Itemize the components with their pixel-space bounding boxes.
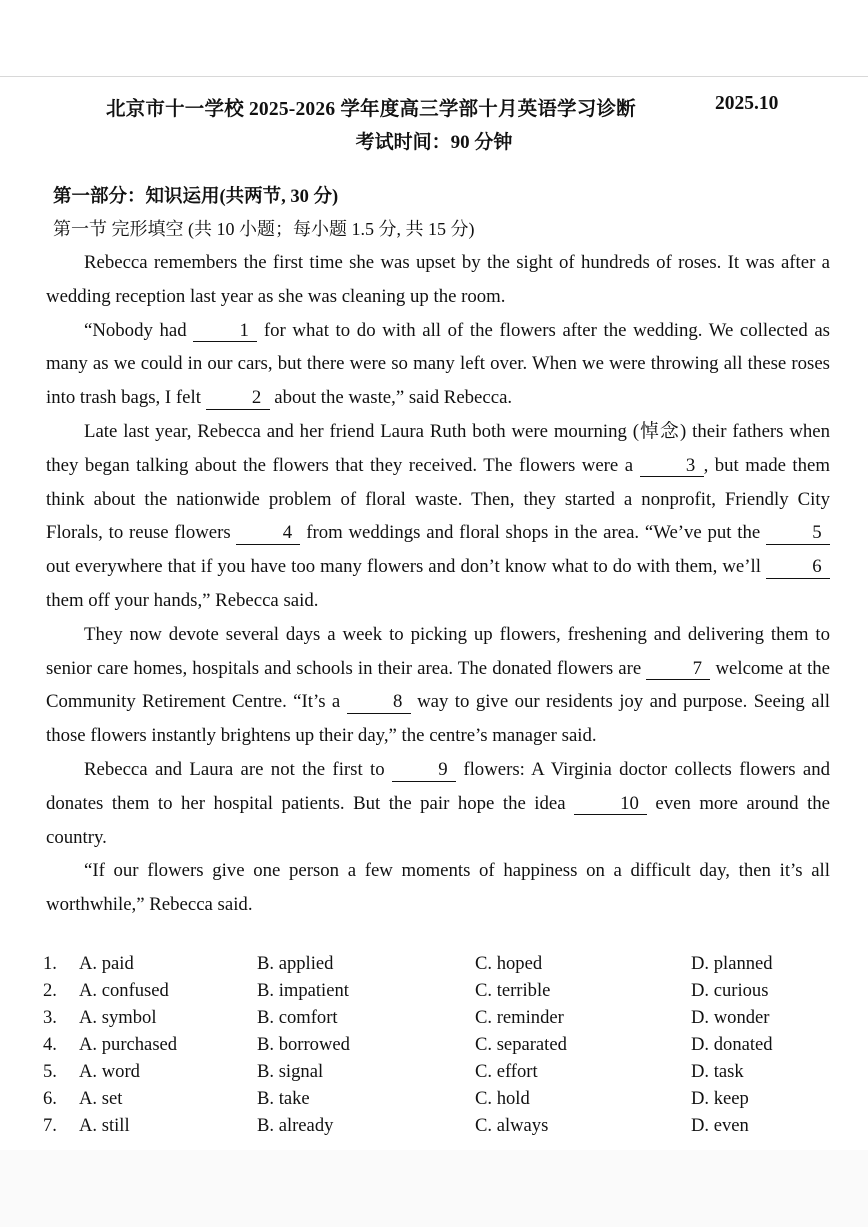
blank-5: 5 xyxy=(766,523,830,545)
option-row xyxy=(43,1007,843,1034)
paragraph-5 xyxy=(46,753,830,854)
option-row xyxy=(43,1115,843,1142)
passage-text: , but made them think about the nationwide problem of floral waste. Then, they started a nonprofit, Friendly City Florals, to reuse flowers xyxy=(46,454,830,544)
option-a: A. paid xyxy=(79,953,134,974)
passage-text: They now devote several days a week to picking up flowers, freshening and delivering them to senior care homes, hospitals and schools in their area. The donated flowers are xyxy=(46,623,830,679)
option-b: B. applied xyxy=(257,953,334,974)
option-b: B. already xyxy=(257,1115,334,1136)
answer-options xyxy=(43,953,843,1142)
option-c: C. always xyxy=(475,1115,549,1136)
option-b: B. comfort xyxy=(257,1007,338,1028)
option-c: C. hold xyxy=(475,1088,530,1109)
blank-9: 9 xyxy=(392,760,456,782)
option-b: B. take xyxy=(257,1088,310,1109)
option-c: C. hoped xyxy=(475,953,543,974)
paragraph-2 xyxy=(46,314,830,415)
passage-text: from weddings and floral shops in the area. “We’ve put the xyxy=(300,522,766,544)
blank-8: 8 xyxy=(347,692,411,714)
paragraph-4 xyxy=(46,618,830,753)
option-d: D. donated xyxy=(691,1034,773,1055)
exam-date: 2025.10 xyxy=(715,93,779,114)
option-a: A. purchased xyxy=(79,1034,178,1055)
option-row xyxy=(43,980,843,1007)
option-row xyxy=(43,953,843,980)
blank-2: 2 xyxy=(206,388,270,410)
blank-1: 1 xyxy=(193,321,257,343)
blank-4: 4 xyxy=(236,523,300,545)
paragraph-6: “If our flowers give one person a few moments of happiness on a difficult day, then it’s all worthwhile,” Rebecca said. xyxy=(46,860,830,916)
option-c: C. reminder xyxy=(475,1007,564,1028)
passage-text: even more around the country. xyxy=(46,792,831,848)
option-d: D. even xyxy=(691,1115,749,1136)
option-d: D. curious xyxy=(691,980,769,1001)
option-c: C. terrible xyxy=(475,980,551,1001)
passage-text: about the waste,” said Rebecca. xyxy=(269,387,513,409)
option-a: A. symbol xyxy=(79,1007,157,1028)
question-number: 3. xyxy=(43,1007,57,1028)
blank-6: 6 xyxy=(766,557,830,579)
question-number: 5. xyxy=(43,1061,57,1082)
option-d: D. keep xyxy=(691,1088,749,1109)
option-row xyxy=(43,1088,843,1115)
option-c: C. effort xyxy=(475,1061,538,1082)
passage-text: for what to do with all of the flowers after the wedding. We collected as many as we could in our cars, but there were so many left over. When we were throwing all these roses into trash bags, I felt xyxy=(46,319,830,409)
passage-text: way to give our residents joy and purpose. Seeing all those flowers instantly brightens up their day,” the centre’s manager said. xyxy=(46,691,831,747)
option-b: B. signal xyxy=(257,1061,324,1082)
option-a: A. set xyxy=(79,1088,123,1109)
section-heading: 第一节 完形填空 (共 10 小题；每小题 1.5 分, 共 15 分) xyxy=(53,219,475,239)
blank-10: 10 xyxy=(574,794,647,816)
passage-text: “Nobody had xyxy=(84,319,194,341)
exam-time: 考试时间：90 分钟 xyxy=(355,132,513,153)
passage-text: out everywhere that if you have too many flowers and don’t know what to do with them, we’ll xyxy=(46,556,766,578)
question-number: 1. xyxy=(43,953,57,974)
option-a: A. still xyxy=(79,1115,130,1136)
question-number: 6. xyxy=(43,1088,57,1109)
option-d: D. planned xyxy=(691,953,773,974)
option-d: D. task xyxy=(691,1061,744,1082)
question-number: 4. xyxy=(43,1034,57,1055)
cloze-passage xyxy=(46,246,830,922)
passage-text: Late last year, Rebecca and her friend Laura Ruth both were mourning (悼念) their fathers when they began talking about the flowers that they received. The flowers were a xyxy=(46,420,830,476)
paragraph-3 xyxy=(46,415,830,618)
passage-text: welcome at the Community Retirement Centre. “It’s a xyxy=(46,657,831,713)
blank-7: 7 xyxy=(646,659,710,681)
option-d: D. wonder xyxy=(691,1007,770,1028)
exam-title: 北京市十一学校 2025-2026 学年度高三学部十月英语学习诊断 xyxy=(106,99,636,120)
part-heading: 第一部分：知识运用(共两节, 30 分) xyxy=(53,187,339,207)
scan-top-edge xyxy=(0,76,868,77)
question-number: 7. xyxy=(43,1115,57,1136)
passage-text: Rebecca and Laura are not the first to xyxy=(84,758,392,780)
option-c: C. separated xyxy=(475,1034,567,1055)
passage-text: flowers: A Virginia doctor collects flowers and donates them to her hospital patients. But the pair hope the idea xyxy=(46,758,830,814)
header xyxy=(0,93,868,121)
paragraph-1: Rebecca remembers the first time she was upset by the sight of hundreds of roses. It was after a wedding reception last year as she was cleaning up the room. xyxy=(46,252,830,307)
question-number: 2. xyxy=(43,980,57,1001)
option-a: A. word xyxy=(79,1061,140,1082)
passage-text: them off your hands,” Rebecca said. xyxy=(46,589,319,611)
option-a: A. confused xyxy=(79,980,169,1001)
option-b: B. borrowed xyxy=(257,1034,350,1055)
option-row xyxy=(43,1061,843,1088)
scan-bottom-margin xyxy=(0,1150,868,1227)
blank-3: 3 xyxy=(640,456,704,478)
option-row xyxy=(43,1034,843,1061)
option-b: B. impatient xyxy=(257,980,349,1001)
